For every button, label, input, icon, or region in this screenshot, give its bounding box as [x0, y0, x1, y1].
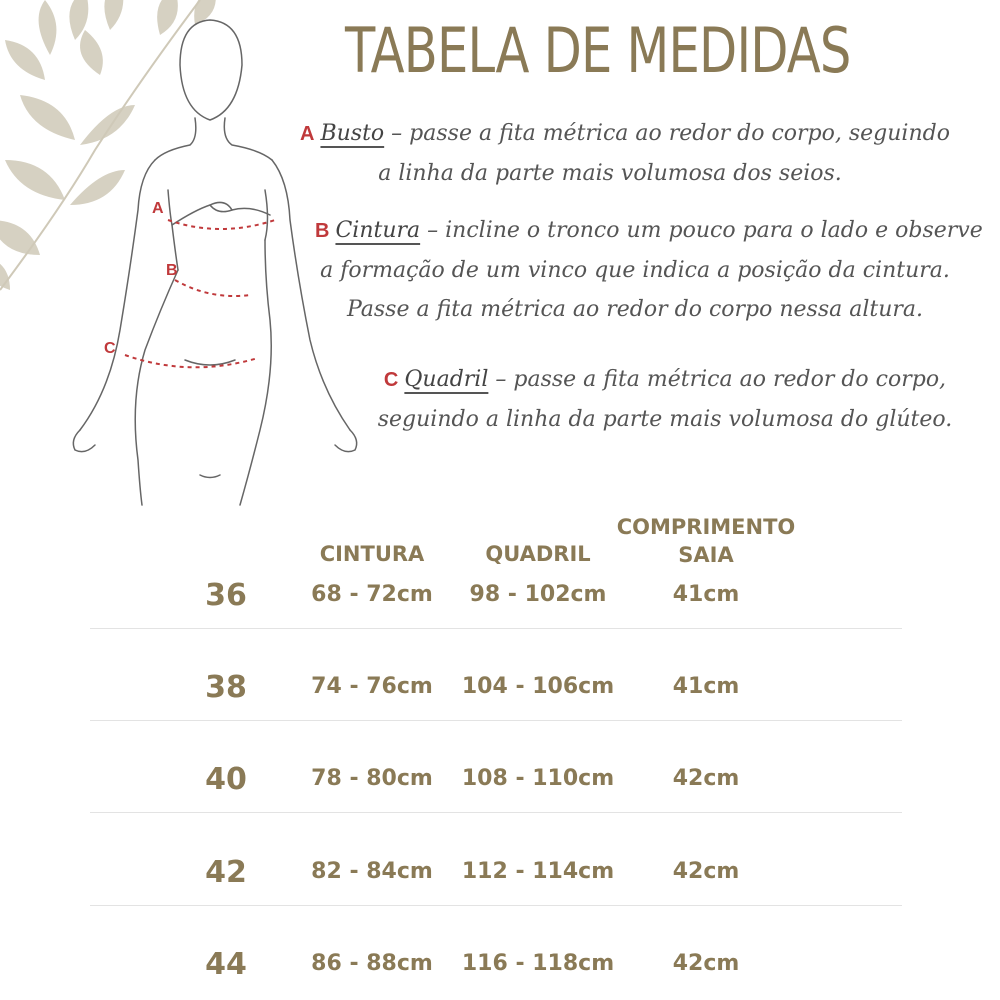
desc-line: – passe a fita métrica ao redor do corpo, seguindo [391, 121, 950, 146]
page-title: TABELA DE MEDIDAS [345, 14, 851, 87]
cell-cintura: 74 - 76cm [311, 674, 433, 699]
cell-comprimento: 42cm [672, 951, 740, 976]
header-comprimento-line1: COMPRIMENTO [616, 515, 796, 539]
cell-comprimento: 41cm [672, 674, 740, 699]
header-comprimento-line2: SAIA [678, 543, 734, 567]
cell-cintura: 78 - 80cm [311, 766, 433, 791]
row-divider [90, 905, 902, 906]
cell-comprimento: 41cm [672, 582, 740, 607]
cell-quadril: 108 - 110cm [461, 766, 615, 791]
cell-cintura: 86 - 88cm [311, 951, 433, 976]
cell-quadril: 116 - 118cm [461, 951, 615, 976]
desc-line: – passe a fita métrica ao redor do corpo, [495, 367, 947, 392]
term-quadril: Quadril [404, 367, 489, 392]
desc-line: seguindo a linha da parte mais volumosa do glúteo. [377, 407, 953, 432]
header-cintura: CINTURA [319, 542, 425, 566]
description-busto [300, 114, 950, 193]
size-label: 38 [205, 670, 247, 705]
cell-comprimento: 42cm [672, 766, 740, 791]
cell-quadril: 98 - 102cm [469, 582, 607, 607]
figure-label-b: B [166, 262, 178, 279]
term-busto: Busto [320, 121, 385, 146]
figure-label-c: C [104, 340, 116, 357]
cell-quadril: 104 - 106cm [461, 674, 615, 699]
description-cintura [315, 211, 983, 329]
term-cintura: Cintura [335, 218, 421, 243]
desc-line: a linha da parte mais volumosa dos seios. [378, 161, 842, 186]
row-divider [90, 812, 902, 813]
cell-cintura: 82 - 84cm [311, 859, 433, 884]
cell-quadril: 112 - 114cm [461, 859, 615, 884]
desc-line: – incline o tronco um pouco para o lado e observe [427, 218, 983, 243]
marker-letter: A [300, 123, 315, 145]
size-label: 40 [205, 762, 247, 797]
header-comprimento [606, 513, 806, 569]
figure-label-a: A [152, 200, 164, 217]
size-label: 44 [205, 947, 247, 982]
row-divider [90, 628, 902, 629]
marker-letter: B [315, 220, 330, 242]
size-label: 42 [205, 855, 247, 890]
row-divider [90, 720, 902, 721]
desc-line: a formação de um vinco que indica a posição da cintura. [320, 258, 950, 283]
cell-comprimento: 42cm [672, 859, 740, 884]
header-quadril: QUADRIL [485, 542, 591, 566]
desc-line: Passe a fita métrica ao redor do corpo nessa altura. [346, 297, 924, 322]
marker-letter: C [383, 369, 399, 391]
size-label: 36 [205, 578, 247, 613]
description-quadril [375, 360, 955, 439]
cell-cintura: 68 - 72cm [311, 582, 433, 607]
